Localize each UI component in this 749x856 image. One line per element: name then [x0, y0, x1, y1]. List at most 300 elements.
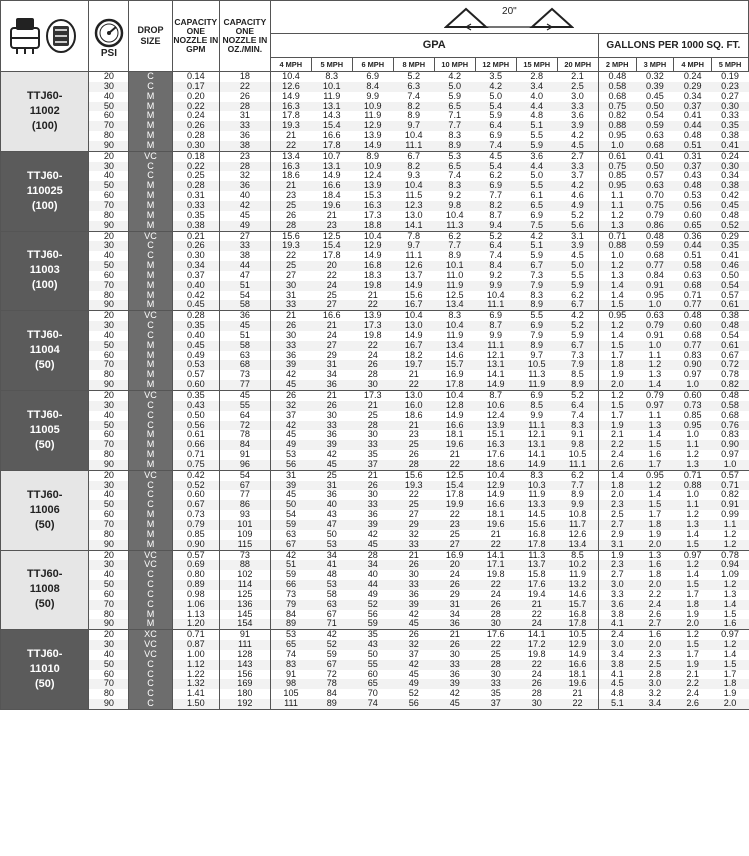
nozzle-tip-line: TTJ60- [27, 89, 63, 102]
gallons-cell: 0.79 [636, 321, 674, 331]
gpa-cell: 14.6 [557, 590, 598, 600]
gpa-cell: 6.9 [352, 72, 393, 82]
gpa-cell: 10.4 [393, 311, 434, 321]
gpa-cell: 6.4 [557, 401, 598, 411]
gpa-cell: 14.1 [475, 550, 516, 560]
drop-size-cell: C [129, 570, 172, 580]
gpa-cell: 6.9 [475, 311, 516, 321]
gpa-cell: 8.3 [557, 421, 598, 431]
gpa-cell: 13.4 [270, 151, 311, 161]
capacity-gpm-cell: 0.35 [172, 211, 219, 221]
gallons-cell: 0.46 [712, 261, 749, 271]
psi-cell: 20 [89, 391, 129, 401]
gallons-cell: 1.4 [636, 490, 674, 500]
gpa-cell: 8.9 [516, 341, 557, 351]
gpa-cell: 11.1 [557, 460, 598, 470]
capacity-gpm-cell: 0.30 [172, 141, 219, 151]
table-row [1, 331, 749, 341]
gallons-cell: 2.6 [636, 610, 674, 620]
gpa-cell: 12.6 [270, 82, 311, 92]
psi-cell: 80 [89, 689, 129, 699]
psi-cell: 50 [89, 341, 129, 351]
gallons-cell: 1.2 [598, 391, 636, 401]
gallons-cell: 0.48 [674, 131, 712, 141]
capacity-gpm-cell: 1.13 [172, 610, 219, 620]
gpa-cell: 24 [475, 590, 516, 600]
gpa-cell: 16.6 [475, 500, 516, 510]
gpa-cell: 15.6 [270, 231, 311, 241]
capacity-oz-cell: 63 [220, 351, 271, 361]
gallons-cell: 0.99 [712, 510, 749, 520]
psi-cell: 30 [89, 82, 129, 92]
capacity-gpm-cell: 0.79 [172, 520, 219, 530]
gallons-cell: 0.58 [674, 261, 712, 271]
gallons-cell: 1.3 [674, 520, 712, 530]
gallons-cell: 1.2 [598, 211, 636, 221]
capacity-gpm-cell: 0.24 [172, 111, 219, 121]
gallons-cell: 0.24 [674, 72, 712, 82]
gpa-cell: 30 [434, 650, 475, 660]
gpa-cell: 10.4 [434, 391, 475, 401]
gpa-cell: 19.7 [393, 360, 434, 370]
capacity-oz-cell: 115 [220, 540, 271, 550]
gpa-cell: 11.1 [393, 251, 434, 261]
gpa-cell: 18.6 [475, 460, 516, 470]
capacity-gpm-cell: 0.69 [172, 560, 219, 570]
gallons-cell: 4.8 [598, 689, 636, 699]
gpa-cell: 19.4 [516, 590, 557, 600]
gpa-cell: 4.5 [557, 141, 598, 151]
gpa-cell: 42 [270, 550, 311, 560]
gallons-cell: 1.2 [712, 530, 749, 540]
gpa-cell: 13.0 [393, 391, 434, 401]
gallons-cell: 1.6 [636, 560, 674, 570]
drop-size-cell: M [129, 291, 172, 301]
gpa-cell: 50 [352, 650, 393, 660]
table-row [1, 141, 749, 151]
gpa-cell: 19.9 [434, 500, 475, 510]
drop-size-cell: C [129, 411, 172, 421]
gallons-cell: 0.61 [712, 300, 749, 310]
gpa-cell: 8.9 [434, 141, 475, 151]
nozzle-tip-label [1, 630, 89, 710]
gallons-cell: 1.1 [598, 191, 636, 201]
gallons-cell: 1.7 [674, 590, 712, 600]
gallons-cell: 0.68 [674, 281, 712, 291]
gallons-cell: 1.9 [598, 550, 636, 560]
gpa-cell: 22 [311, 271, 352, 281]
gpa-cell: 5.5 [516, 181, 557, 191]
gpa-cell: 12.5 [434, 291, 475, 301]
drop-size-cell: VC [129, 231, 172, 241]
psi-cell: 90 [89, 540, 129, 550]
capacity-gpm-cell: 0.87 [172, 640, 219, 650]
gpa-header: GPA [270, 34, 598, 58]
gallons-cell: 0.54 [712, 331, 749, 341]
gallons-cell: 1.5 [712, 610, 749, 620]
gpa-cell: 22 [475, 540, 516, 550]
gallons-cell: 0.53 [674, 191, 712, 201]
gallons-cell: 0.82 [712, 490, 749, 500]
capacity-gpm-cell: 0.67 [172, 500, 219, 510]
gpa-cell: 19.6 [311, 201, 352, 211]
drop-size-cell: M [129, 341, 172, 351]
gpa-cell: 5.5 [516, 131, 557, 141]
gallons-cell: 2.4 [598, 630, 636, 640]
gpa-cell: 22 [516, 610, 557, 620]
gpa-cell: 6.2 [557, 470, 598, 480]
gallons-cell: 1.3 [598, 271, 636, 281]
gpa-cell: 9.9 [557, 500, 598, 510]
gpa-cell: 14.9 [311, 171, 352, 181]
gallons-cell: 0.67 [712, 351, 749, 361]
drop-size-cell: M [129, 201, 172, 211]
capacity-oz-cell: 33 [220, 241, 271, 251]
gpa-cell: 30 [270, 331, 311, 341]
gallons-cell: 1.7 [636, 460, 674, 470]
table-row [1, 460, 749, 470]
gpa-cell: 22 [352, 341, 393, 351]
gpa-cell: 84 [311, 689, 352, 699]
drop-size-cell: M [129, 191, 172, 201]
gpa-speed-header: 4 MPH [270, 58, 311, 72]
table-row [1, 341, 749, 351]
gpa-cell: 8.9 [557, 380, 598, 390]
gpa-cell: 21 [311, 391, 352, 401]
gallons-cell: 2.4 [674, 689, 712, 699]
table-row [1, 570, 749, 580]
drop-size-header: DROP SIZE [129, 1, 172, 72]
gpa-cell: 26 [516, 679, 557, 689]
gallons-cell: 1.5 [636, 500, 674, 510]
gpa-cell: 24 [516, 670, 557, 680]
gallons-cell: 0.50 [636, 162, 674, 172]
gallons-cell: 0.61 [712, 341, 749, 351]
table-row [1, 580, 749, 590]
gallons-cell: 0.52 [712, 221, 749, 231]
gpa-cell: 9.3 [393, 171, 434, 181]
capacity-oz-cell: 84 [220, 440, 271, 450]
gallons-cell: 0.41 [712, 141, 749, 151]
gallons-cell: 1.3 [636, 550, 674, 560]
gallons-cell: 1.5 [598, 401, 636, 411]
capacity-oz-cell: 78 [220, 430, 271, 440]
gpa-cell: 89 [270, 619, 311, 629]
gallons-cell: 0.83 [712, 430, 749, 440]
gallons-cell: 1.1 [674, 500, 712, 510]
capacity-gpm-cell: 0.22 [172, 162, 219, 172]
gpa-cell: 30 [475, 619, 516, 629]
gpa-cell: 19.3 [270, 241, 311, 251]
gallons-cell: 0.39 [636, 82, 674, 92]
gpa-cell: 13.9 [475, 421, 516, 431]
gpa-cell: 11.9 [352, 111, 393, 121]
capacity-gpm-cell: 0.35 [172, 391, 219, 401]
gpa-cell: 63 [270, 530, 311, 540]
drop-size-cell: C [129, 689, 172, 699]
gpa-cell: 45 [270, 430, 311, 440]
nozzle-tip-line: 11003 [29, 264, 60, 277]
capacity-oz-cell: 68 [220, 360, 271, 370]
gallons-cell: 1.5 [674, 540, 712, 550]
psi-label: PSI [100, 47, 117, 59]
drop-size-cell: M [129, 261, 172, 271]
gpa-cell: 25 [475, 650, 516, 660]
psi-cell: 60 [89, 670, 129, 680]
gpa-cell: 4.8 [516, 111, 557, 121]
gpa-cell: 30 [352, 490, 393, 500]
gallons-cell: 0.95 [598, 311, 636, 321]
gpa-cell: 3.6 [516, 151, 557, 161]
table-row [1, 72, 749, 82]
table-row [1, 241, 749, 251]
gpa-cell: 26 [311, 401, 352, 411]
gpa-cell: 5.9 [516, 141, 557, 151]
psi-cell: 80 [89, 450, 129, 460]
gpa-speed-header: 5 MPH [311, 58, 352, 72]
gallons-cell: 3.1 [598, 540, 636, 550]
table-row [1, 619, 749, 629]
gpa-cell: 15.1 [475, 430, 516, 440]
gallons-cell: 0.60 [674, 321, 712, 331]
gpa-cell: 36 [311, 380, 352, 390]
table-row [1, 251, 749, 261]
capacity-gpm-cell: 0.40 [172, 281, 219, 291]
table-row [1, 360, 749, 370]
capacity-oz-cell: 31 [220, 111, 271, 121]
psi-cell: 30 [89, 162, 129, 172]
gpa-cell: 3.0 [557, 92, 598, 102]
gpa-cell: 7.7 [557, 481, 598, 491]
gpa-cell: 25 [352, 411, 393, 421]
gpa-cell: 24 [516, 619, 557, 629]
gallons-cell: 1.8 [636, 570, 674, 580]
psi-cell: 70 [89, 520, 129, 530]
gallons-cell: 0.97 [674, 550, 712, 560]
gpa-cell: 2.1 [557, 72, 598, 82]
gpa-cell: 67 [311, 610, 352, 620]
gallons-cell: 0.95 [636, 291, 674, 301]
nozzle-tip-line: TTJ60- [27, 408, 63, 421]
gpa-cell: 63 [311, 600, 352, 610]
gpa-cell: 16.8 [516, 530, 557, 540]
gpa-cell: 15.8 [516, 570, 557, 580]
table-row [1, 191, 749, 201]
gpa-cell: 5.2 [393, 72, 434, 82]
gpa-cell: 6.5 [434, 162, 475, 172]
gpa-cell: 26 [434, 640, 475, 650]
gallons-cell: 0.94 [712, 560, 749, 570]
gallons-cell: 2.0 [712, 699, 749, 709]
capacity-gpm-cell: 0.18 [172, 151, 219, 161]
table-row [1, 370, 749, 380]
gpa-cell: 17.6 [475, 630, 516, 640]
gpa-cell: 8.7 [475, 211, 516, 221]
gpa-cell: 8.5 [516, 401, 557, 411]
gallons-cell: 1.2 [712, 640, 749, 650]
gpa-cell: 33 [393, 540, 434, 550]
gpa-cell: 21 [434, 450, 475, 460]
gpa-cell: 12.9 [352, 121, 393, 131]
capacity-oz-cell: 156 [220, 670, 271, 680]
gallons-cell: 1.8 [636, 520, 674, 530]
gpa-cell: 3.9 [557, 121, 598, 131]
gpa-cell: 59 [352, 619, 393, 629]
gpa-cell: 28 [516, 689, 557, 699]
gpa-cell: 26 [393, 450, 434, 460]
capacity-oz-cell: 28 [220, 102, 271, 112]
psi-cell: 90 [89, 300, 129, 310]
gpa-cell: 25 [393, 440, 434, 450]
drop-size-cell: C [129, 72, 172, 82]
gpa-cell: 28 [475, 610, 516, 620]
psi-cell: 20 [89, 72, 129, 82]
gpa-cell: 52 [352, 600, 393, 610]
drop-size-cell: M [129, 92, 172, 102]
gallons-cell: 0.75 [636, 201, 674, 211]
gpa-cell: 16.6 [311, 131, 352, 141]
table-row [1, 391, 749, 401]
capacity-gpm-cell: 0.28 [172, 131, 219, 141]
capacity-gpm-cell: 0.98 [172, 590, 219, 600]
psi-cell: 60 [89, 430, 129, 440]
gpa-cell: 45 [393, 619, 434, 629]
psi-cell: 20 [89, 630, 129, 640]
gallons-cell: 0.24 [712, 151, 749, 161]
gpa-cell: 29 [311, 351, 352, 361]
gpa-cell: 12.9 [557, 640, 598, 650]
gpa-cell: 6.5 [516, 201, 557, 211]
gpa-cell: 23 [434, 520, 475, 530]
gpa-cell: 15.4 [311, 121, 352, 131]
gpa-cell: 22 [393, 380, 434, 390]
gpa-cell: 9.9 [475, 281, 516, 291]
gpa-cell: 13.4 [557, 540, 598, 550]
gallons-cell: 3.4 [598, 650, 636, 660]
table-row [1, 500, 749, 510]
capacity-oz-cell: 73 [220, 370, 271, 380]
gallons-cell: 2.1 [674, 670, 712, 680]
table-row [1, 92, 749, 102]
gpa-speed-header: 10 MPH [434, 58, 475, 72]
gpa-cell: 13.9 [352, 131, 393, 141]
gallons-cell: 2.5 [636, 660, 674, 670]
gpa-cell: 7.9 [516, 281, 557, 291]
capacity-oz-cell: 111 [220, 640, 271, 650]
gallons-cell: 1.09 [712, 570, 749, 580]
table-row [1, 530, 749, 540]
gallons-cell: 1.0 [674, 380, 712, 390]
gallons-cell: 3.8 [598, 660, 636, 670]
psi-cell: 70 [89, 679, 129, 689]
gpa-cell: 5.5 [557, 271, 598, 281]
gallons-cell: 1.4 [636, 430, 674, 440]
gpa-cell: 3.6 [557, 111, 598, 121]
capacity-gpm-cell: 0.56 [172, 421, 219, 431]
nozzle-icon-cell [1, 1, 89, 72]
gpa-cell: 42 [393, 610, 434, 620]
gpa-cell: 12.4 [352, 171, 393, 181]
capacity-oz-cell: 40 [220, 191, 271, 201]
gpa-cell: 24 [434, 570, 475, 580]
gallons-cell: 1.4 [712, 600, 749, 610]
gpa-cell: 25 [311, 291, 352, 301]
gpa-cell: 5.3 [434, 151, 475, 161]
gpa-cell: 28 [352, 421, 393, 431]
table-row [1, 380, 749, 390]
drop-size-cell: C [129, 580, 172, 590]
gpa-cell: 26 [393, 560, 434, 570]
drop-size-cell: M [129, 360, 172, 370]
capacity-oz-cell: 93 [220, 510, 271, 520]
gpa-cell: 23 [393, 430, 434, 440]
gpa-cell: 8.9 [393, 111, 434, 121]
gpa-cell: 39 [352, 520, 393, 530]
gpa-cell: 12.4 [475, 411, 516, 421]
gallons-cell: 0.60 [674, 211, 712, 221]
gallons-cell: 0.34 [712, 171, 749, 181]
capacity-oz-cell: 38 [220, 141, 271, 151]
gallons-cell: 0.82 [598, 111, 636, 121]
capacity-gpm-cell: 0.43 [172, 401, 219, 411]
gallons-cell: 0.95 [598, 131, 636, 141]
gpa-cell: 6.9 [516, 391, 557, 401]
gpa-cell: 26 [393, 630, 434, 640]
capacity-gpm-cell: 0.33 [172, 201, 219, 211]
gallons-cell: 1.9 [674, 660, 712, 670]
gpa-cell: 36 [393, 590, 434, 600]
gpa-cell: 17.1 [475, 560, 516, 570]
drop-size-cell: M [129, 281, 172, 291]
gpa-cell: 21 [475, 530, 516, 540]
gpa-cell: 22 [475, 640, 516, 650]
gpa-cell: 7.3 [516, 271, 557, 281]
gpa-speed-header: 8 MPH [393, 58, 434, 72]
drop-size-cell: C [129, 490, 172, 500]
psi-cell: 40 [89, 171, 129, 181]
psi-cell: 50 [89, 421, 129, 431]
gpa-cell: 111 [270, 699, 311, 709]
psi-cell: 80 [89, 131, 129, 141]
spray-angle-header [270, 1, 748, 34]
capacity-oz-cell: 101 [220, 520, 271, 530]
gpa-cell: 11.3 [434, 221, 475, 231]
gpa-cell: 5.1 [516, 121, 557, 131]
table-row [1, 490, 749, 500]
table-row [1, 281, 749, 291]
gallons-cell: 0.30 [712, 162, 749, 172]
psi-cell: 30 [89, 640, 129, 650]
nozzle-tip-label [1, 311, 89, 391]
drop-size-cell: C [129, 600, 172, 610]
gpa-cell: 15.4 [434, 481, 475, 491]
psi-cell: 80 [89, 530, 129, 540]
spray-spacing-label: 20" [502, 6, 517, 17]
gpa-cell: 25 [270, 201, 311, 211]
drop-size-cell: M [129, 610, 172, 620]
gpa-cell: 27 [311, 341, 352, 351]
gallons-cell: 1.2 [674, 630, 712, 640]
gpa-cell: 8.3 [516, 470, 557, 480]
capacity-oz-cell: 86 [220, 500, 271, 510]
gallons-cell: 1.2 [712, 540, 749, 550]
gpa-cell: 33 [393, 580, 434, 590]
nozzle-tip-line: (50) [34, 359, 55, 372]
psi-cell: 90 [89, 141, 129, 151]
gpa-cell: 89 [311, 699, 352, 709]
gpa-cell: 33 [352, 440, 393, 450]
nozzle-tip-line: 11002 [29, 104, 60, 117]
